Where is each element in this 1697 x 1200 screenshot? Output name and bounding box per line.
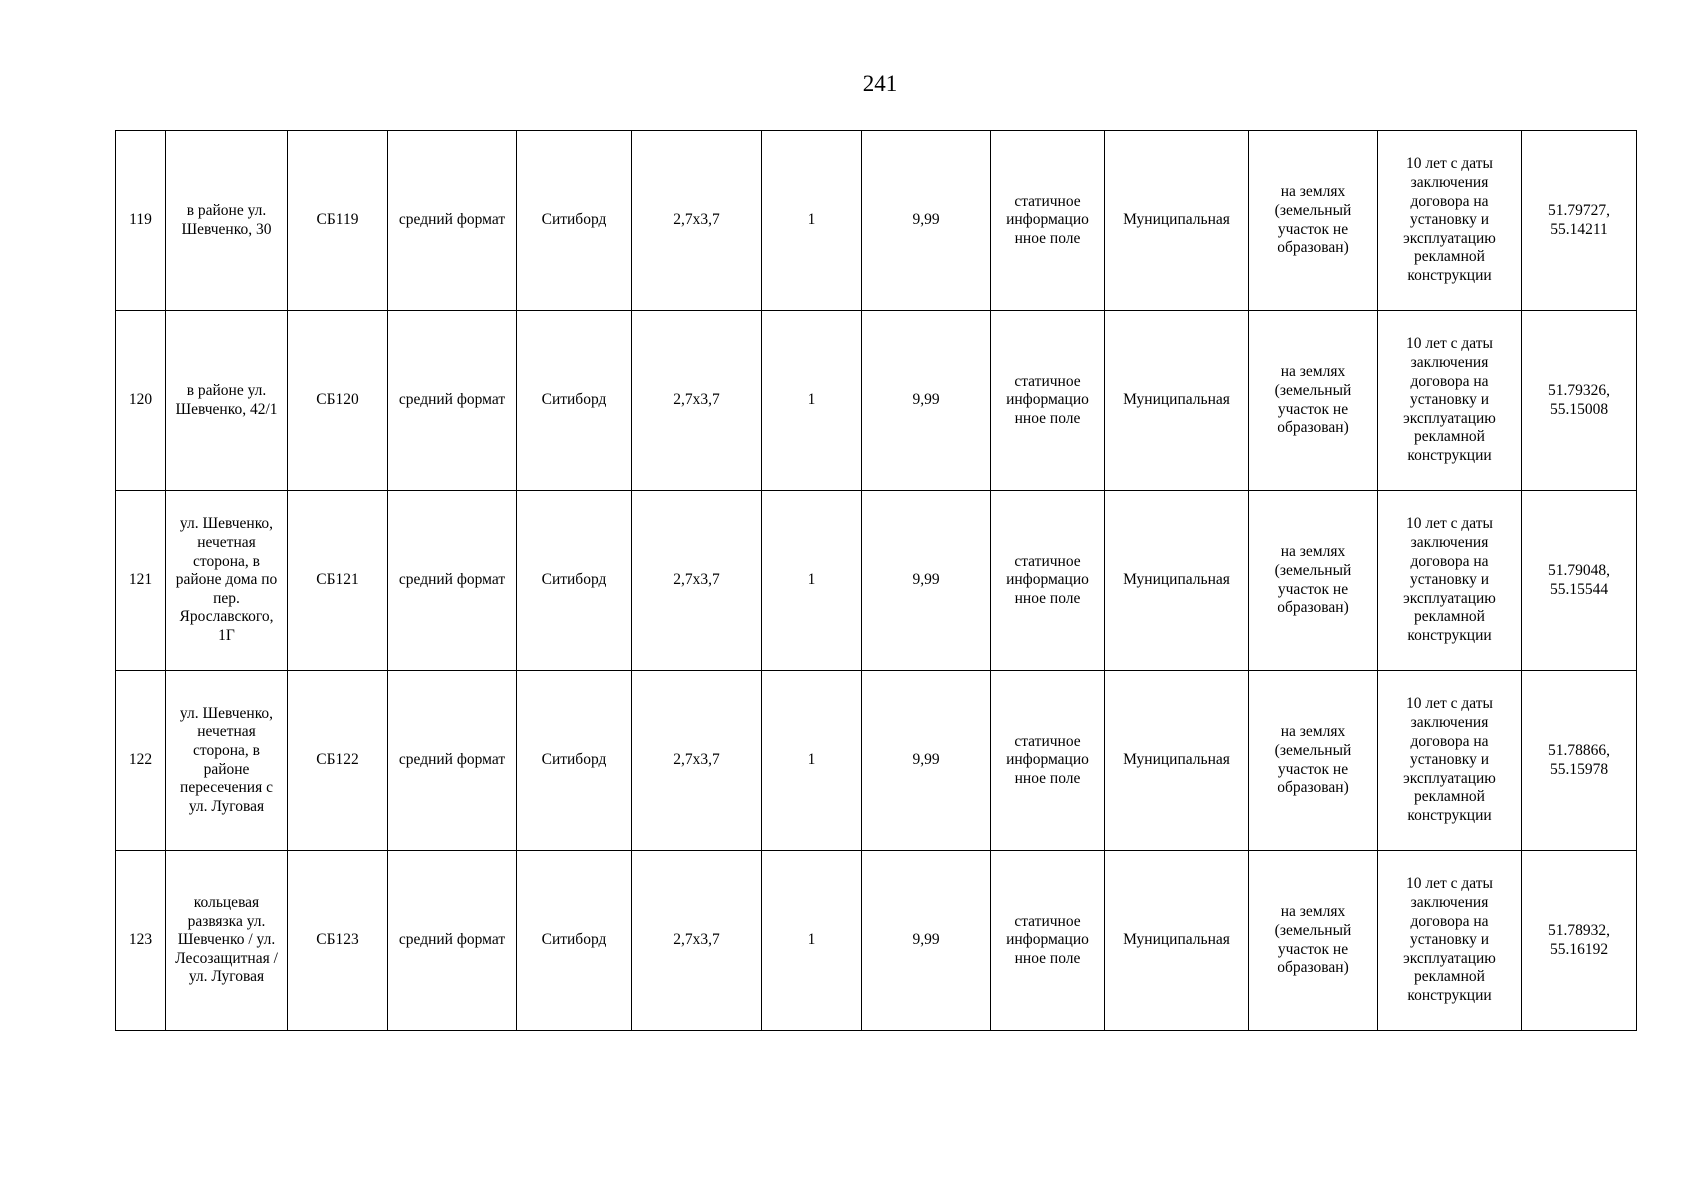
row-number: 119 — [116, 131, 166, 311]
type-cell: Ситиборд — [517, 311, 632, 491]
area-cell: 9,99 — [862, 311, 991, 491]
address-cell: в районе ул. Шевченко, 30 — [166, 131, 288, 311]
term-cell: 10 лет с даты заключения договора на установку и эксплуатацию рекламной конструкции — [1378, 851, 1522, 1031]
sides-cell: 1 — [762, 131, 862, 311]
table-row — [116, 311, 1637, 491]
ownership-cell: Муниципальная — [1105, 491, 1249, 671]
land-cell: на землях (земельный участок не образован) — [1249, 131, 1378, 311]
coordinates-cell: 51.78866, 55.15978 — [1522, 671, 1637, 851]
format-cell: средний формат — [388, 491, 517, 671]
area-cell: 9,99 — [862, 491, 991, 671]
size-cell: 2,7х3,7 — [632, 851, 762, 1031]
land-cell: на землях (земельный участок не образован) — [1249, 491, 1378, 671]
field-type-cell: статичное информацио нное поле — [991, 491, 1105, 671]
land-cell: на землях (земельный участок не образован) — [1249, 311, 1378, 491]
term-cell: 10 лет с даты заключения договора на установку и эксплуатацию рекламной конструкции — [1378, 671, 1522, 851]
land-cell: на землях (земельный участок не образован) — [1249, 671, 1378, 851]
format-cell: средний формат — [388, 851, 517, 1031]
size-cell: 2,7х3,7 — [632, 671, 762, 851]
field-type-cell: статичное информацио нное поле — [991, 851, 1105, 1031]
table-row — [116, 671, 1637, 851]
area-cell: 9,99 — [862, 131, 991, 311]
code-cell: СБ120 — [288, 311, 388, 491]
format-cell: средний формат — [388, 131, 517, 311]
field-type-cell: статичное информацио нное поле — [991, 311, 1105, 491]
coordinates-cell: 51.79048, 55.15544 — [1522, 491, 1637, 671]
table-row — [116, 491, 1637, 671]
page-number: 241 — [862, 71, 898, 96]
code-cell: СБ123 — [288, 851, 388, 1031]
term-cell: 10 лет с даты заключения договора на установку и эксплуатацию рекламной конструкции — [1378, 311, 1522, 491]
format-cell: средний формат — [388, 671, 517, 851]
type-cell: Ситиборд — [517, 131, 632, 311]
type-cell: Ситиборд — [517, 851, 632, 1031]
sides-cell: 1 — [762, 851, 862, 1031]
field-type-cell: статичное информацио нное поле — [991, 671, 1105, 851]
row-number: 122 — [116, 671, 166, 851]
size-cell: 2,7х3,7 — [632, 311, 762, 491]
ownership-cell: Муниципальная — [1105, 671, 1249, 851]
address-cell: ул. Шевченко, нечетная сторона, в районе пересечения с ул. Луговая — [166, 671, 288, 851]
ownership-cell: Муниципальная — [1105, 311, 1249, 491]
advertising-structures-table — [115, 130, 1637, 1031]
row-number: 123 — [116, 851, 166, 1031]
type-cell: Ситиборд — [517, 671, 632, 851]
term-cell: 10 лет с даты заключения договора на установку и эксплуатацию рекламной конструкции — [1378, 131, 1522, 311]
code-cell: СБ119 — [288, 131, 388, 311]
coordinates-cell: 51.78932, 55.16192 — [1522, 851, 1637, 1031]
sides-cell: 1 — [762, 311, 862, 491]
area-cell: 9,99 — [862, 851, 991, 1031]
coordinates-cell: 51.79326, 55.15008 — [1522, 311, 1637, 491]
code-cell: СБ122 — [288, 671, 388, 851]
ownership-cell: Муниципальная — [1105, 851, 1249, 1031]
term-cell: 10 лет с даты заключения договора на установку и эксплуатацию рекламной конструкции — [1378, 491, 1522, 671]
ownership-cell: Муниципальная — [1105, 131, 1249, 311]
row-number: 120 — [116, 311, 166, 491]
type-cell: Ситиборд — [517, 491, 632, 671]
sides-cell: 1 — [762, 671, 862, 851]
size-cell: 2,7х3,7 — [632, 131, 762, 311]
row-number: 121 — [116, 491, 166, 671]
land-cell: на землях (земельный участок не образован) — [1249, 851, 1378, 1031]
sides-cell: 1 — [762, 491, 862, 671]
address-cell: кольцевая развязка ул. Шевченко / ул. Лесозащитная / ул. Луговая — [166, 851, 288, 1031]
field-type-cell: статичное информацио нное поле — [991, 131, 1105, 311]
area-cell: 9,99 — [862, 671, 991, 851]
address-cell: в районе ул. Шевченко, 42/1 — [166, 311, 288, 491]
code-cell: СБ121 — [288, 491, 388, 671]
size-cell: 2,7х3,7 — [632, 491, 762, 671]
coordinates-cell: 51.79727, 55.14211 — [1522, 131, 1637, 311]
table-row — [116, 851, 1637, 1031]
format-cell: средний формат — [388, 311, 517, 491]
address-cell: ул. Шевченко, нечетная сторона, в районе дома по пер. Ярославского, 1Г — [166, 491, 288, 671]
table-row — [116, 131, 1637, 311]
